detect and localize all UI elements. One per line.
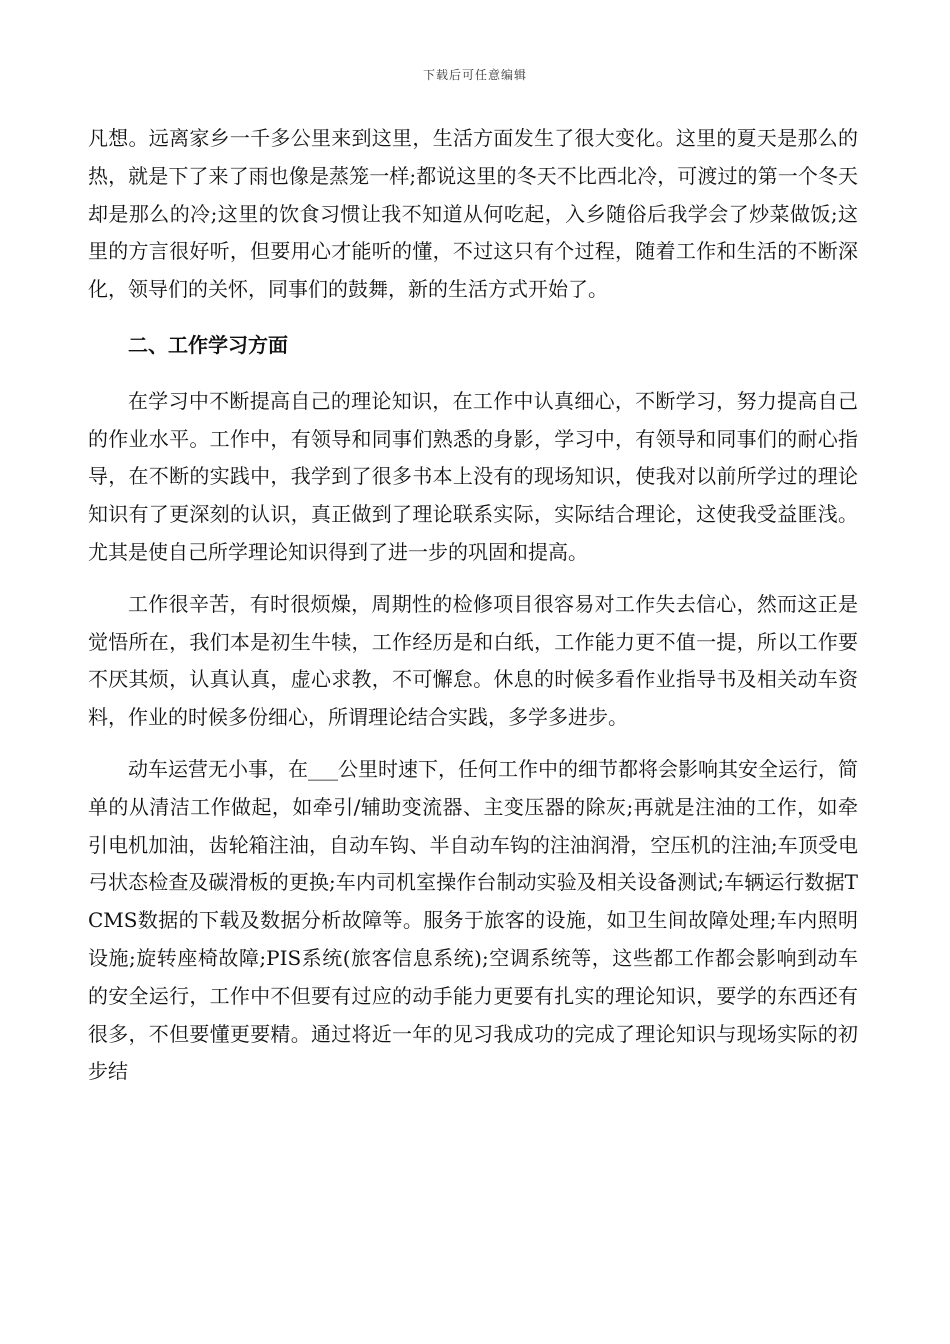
document-body — [88, 120, 858, 1105]
paragraph-life-changes: 凡想。远离家乡一千多公里来到这里，生活方面发生了很大变化。这里的夏天是那么的热，就是下了来了雨也像是蒸笼一样;都说这里的冬天不比西北冷，可渡过的第一个冬天却是那么的冷;这里的饮食习惯让我不知道从何吃起，入乡随俗后我学会了炒菜做饭;这里的方言很好听，但要用心才能听的懂，不过这只有个过程，随着工作和生活的不断深化，领导们的关怀，同事们的鼓舞，新的生活方式开始了。 — [88, 126, 858, 302]
page-header: 下载后可任意编辑 — [422, 68, 527, 82]
paragraph-emu-operations: 动车运营无小事，在___公里时速下，任何工作中的细节都将会影响其安全运行，简单的从清洁工作做起，如牵引/辅助变流器、主变压器的除灰;再就是注油的工作，如牵引电机加油，齿轮箱注油，自动车钩、半自动车钩的注油润滑，空压机的注油;车顶受电弓状态检查及碳滑板的更换;车内司机室操作台制动实验及相关设备测试;车辆运行数据TCMS数据的下载及数据分析故障等。服务于旅客的设施，如卫生间故障处理;车内照明设施;旋转座椅故障;PIS系统(旅客信息系统);空调系统等，这些都工作都会影响到动车的安全运行，工作中不但要有过应的动手能力更要有扎实的理论知识，要学的东西还有很多，不但要懂更要精。通过将近一年的见习我成功的完成了理论知识与现场实际的初步结 — [88, 756, 858, 1084]
section-heading-work-study: 二、工作学习方面 — [128, 332, 288, 357]
paragraph-work-hardship: 工作很辛苦，有时很烦燥，周期性的检修项目很容易对工作失去信心，然而这正是觉悟所在，我们本是初生牛犊，工作经历是和白纸，工作能力更不值一提，所以工作要不厌其烦，认真认真，虚心求教，不可懈怠。休息的时候多看作业指导书及相关动车资料，作业的时候多份细心，所谓理论结合实践，多学多进步。 — [88, 591, 858, 730]
paragraph-study-improvement: 在学习中不断提高自己的理论知识，在工作中认真细心，不断学习，努力提高自己的作业水平。工作中，有领导和同事们熟悉的身影，学习中，有领导和同事们的耐心指导，在不断的实践中，我学到了很多书本上没有的现场知识，使我对以前所学过的理论知识有了更深刻的认识，真正做到了理论联系实际，实际结合理论，这使我受益匪浅。尤其是使自己所学理论知识得到了进一步的巩固和提高。 — [88, 388, 858, 564]
